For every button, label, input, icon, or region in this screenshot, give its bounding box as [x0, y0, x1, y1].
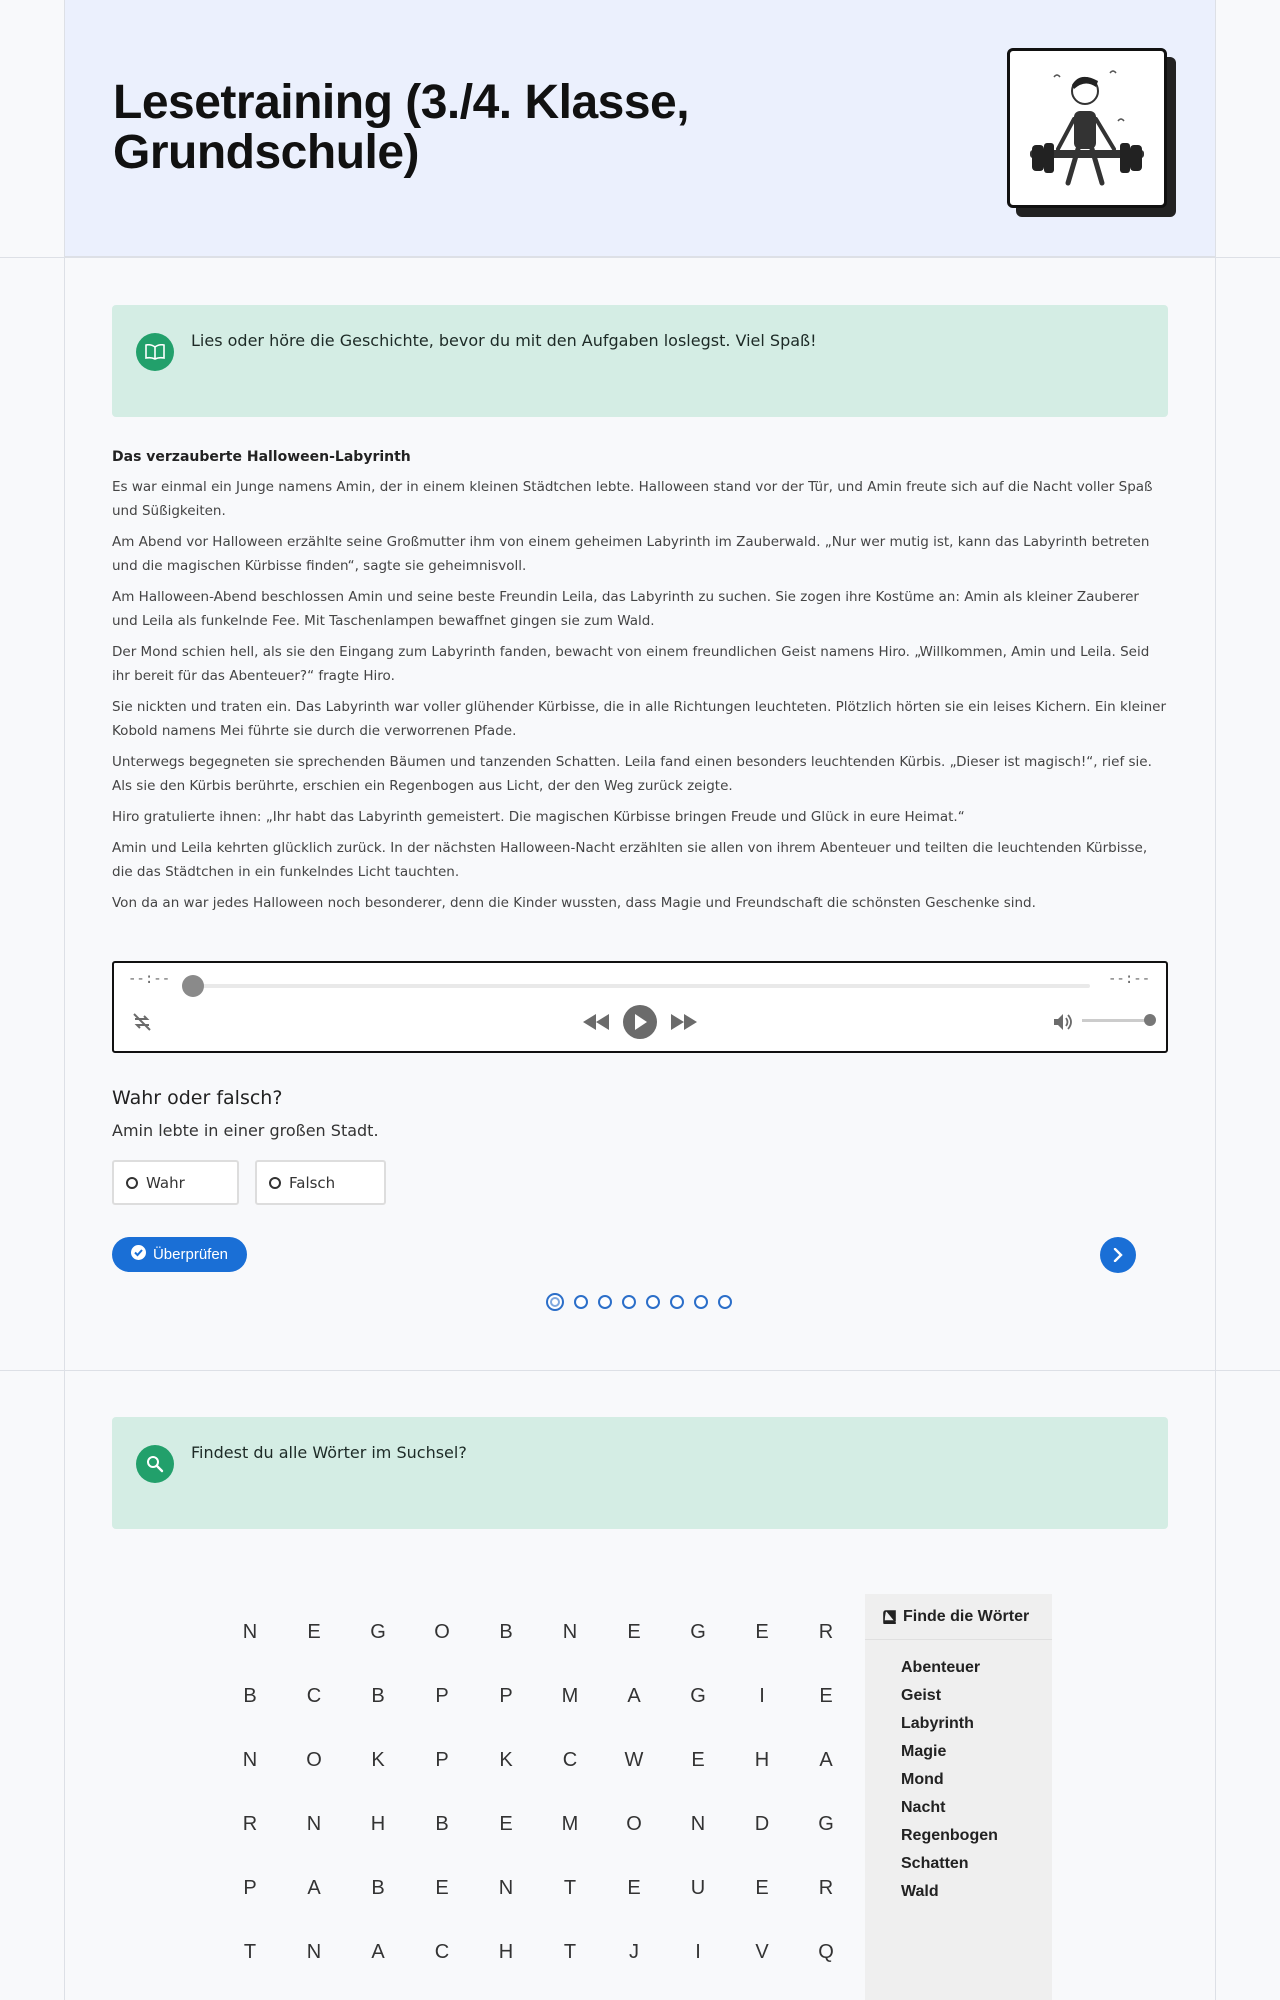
step-dot[interactable]	[670, 1295, 684, 1309]
story	[112, 449, 1168, 922]
word-list-item: Abenteuer	[901, 1659, 981, 1676]
intro-note	[112, 305, 1168, 417]
audio-player	[112, 961, 1168, 1053]
magnifier-icon	[136, 1445, 174, 1483]
grid-cell[interactable]: D	[754, 1812, 770, 1835]
option-true-label: Wahr	[146, 1173, 185, 1192]
grid-cell[interactable]: H	[754, 1748, 770, 1771]
play-button[interactable]	[623, 1005, 657, 1039]
grid-cell[interactable]: Q	[818, 1940, 834, 1963]
grid-cell[interactable]: T	[243, 1940, 257, 1963]
grid-cell[interactable]: C	[562, 1748, 578, 1771]
grid-cell[interactable]: B	[243, 1684, 257, 1707]
story-paragraph: Der Mond schien hell, als sie den Eingang zum Labyrinth fanden, bewacht von einem freundlichen Geist namens Hiro. „Willkommen, Amin und Leila. Seid ihr bereit für das Abenteuer?“ fragte Hiro.	[112, 644, 1150, 684]
current-time: --:--	[128, 971, 171, 987]
grid-cell[interactable]: R	[818, 1620, 834, 1643]
quiz-title: Wahr oder falsch?	[112, 1087, 283, 1109]
grid-cell[interactable]: G	[370, 1620, 386, 1643]
grid-cell[interactable]: P	[435, 1684, 449, 1707]
story-paragraph: Sie nickten und traten ein. Das Labyrinth war voller glühender Kürbisse, die in alle Richtungen leuchteten. Plötzlich hörten sie ein leises Kichern. Ein kleiner Kobold namens Mei führte sie durch die verworrenen Pfade.	[112, 699, 1167, 739]
word-list-title: Finde die Wörter	[903, 1607, 1030, 1625]
grid-cell[interactable]: K	[371, 1748, 385, 1771]
rewind-icon[interactable]	[582, 1005, 610, 1039]
divider	[0, 257, 1280, 258]
grid-cell[interactable]: B	[371, 1684, 385, 1707]
grid-cell[interactable]: N	[498, 1876, 514, 1899]
option-false[interactable]	[255, 1160, 386, 1205]
grid-cell[interactable]: C	[306, 1684, 322, 1707]
left-rail	[64, 0, 65, 2000]
grid-cell[interactable]: E	[819, 1684, 833, 1707]
grid-cell[interactable]: E	[691, 1748, 705, 1771]
grid-cell[interactable]: A	[307, 1876, 321, 1899]
check-circle-icon	[131, 1245, 146, 1264]
volume-icon[interactable]	[1052, 1005, 1076, 1039]
page-header	[65, 0, 1215, 257]
step-dot[interactable]	[646, 1295, 660, 1309]
grid-cell[interactable]: A	[371, 1940, 385, 1963]
word-list-item: Regenbogen	[901, 1827, 998, 1844]
seek-handle[interactable]	[182, 975, 204, 997]
grid-cell[interactable]: P	[499, 1684, 513, 1707]
fast-forward-icon[interactable]	[670, 1005, 698, 1039]
grid-cell[interactable]: O	[306, 1748, 322, 1771]
word-list-item: Labyrinth	[901, 1715, 974, 1732]
word-list-header	[865, 1594, 1052, 1640]
grid-cell[interactable]: M	[561, 1684, 579, 1707]
grid-cell[interactable]: O	[434, 1620, 450, 1643]
grid-cell[interactable]: U	[690, 1876, 706, 1899]
story-paragraph: Amin und Leila kehrten glücklich zurück. In der nächsten Halloween-Nacht erzählten sie allen von ihrem Abenteuer und teilten die leuchtenden Kürbisse, die das Städtchen in ein funkelndes Licht tauchten.	[112, 840, 1148, 880]
grid-cell[interactable]: M	[561, 1812, 579, 1835]
word-list-item: Nacht	[901, 1799, 946, 1816]
grid-cell[interactable]: A	[627, 1684, 641, 1707]
grid-cell[interactable]: N	[306, 1940, 322, 1963]
word-list-item: Geist	[901, 1687, 942, 1704]
grid-cell[interactable]: E	[755, 1876, 769, 1899]
word-list-panel	[865, 1594, 1052, 2000]
grid-cell[interactable]: B	[435, 1812, 449, 1835]
step-dot[interactable]	[622, 1295, 636, 1309]
wordsearch-note	[112, 1417, 1168, 1529]
story-paragraph: Am Halloween-Abend beschlossen Amin und seine beste Freundin Leila, das Labyrinth zu suchen. Sie zogen ihre Kostüme an: Amin als kleiner Zauberer und Leila als funkelnde Fee. Mit Taschenlampen bewaffnet gingen sie zum Wald.	[112, 589, 1139, 629]
grid-cell[interactable]: K	[499, 1748, 513, 1771]
story-paragraph: Unterwegs begegneten sie sprechenden Bäumen und tanzenden Schatten. Leila fand einen besonders leuchtenden Kürbis. „Dieser ist magisch!“, rief sie. Als sie den Kürbis berührte, erschien ein Regenbogen aus Licht, der den Weg zurück zeigte.	[112, 754, 1152, 794]
step-dot[interactable]	[694, 1295, 708, 1309]
step-indicator	[546, 1293, 732, 1311]
grid-cell[interactable]: H	[498, 1940, 514, 1963]
grid-cell[interactable]: V	[755, 1940, 769, 1963]
grid-cell[interactable]: R	[818, 1876, 834, 1899]
grid-cell[interactable]: E	[435, 1876, 449, 1899]
grid-cell[interactable]: E	[499, 1812, 513, 1835]
grid-cell[interactable]: G	[818, 1812, 834, 1835]
right-rail	[1215, 0, 1216, 2000]
grid-cell[interactable]: N	[242, 1620, 258, 1643]
book-icon	[136, 333, 174, 371]
option-false-label: Falsch	[289, 1173, 336, 1192]
step-dot[interactable]	[718, 1295, 732, 1309]
book-icon	[883, 1610, 897, 1624]
chevron-right-icon	[1112, 1248, 1124, 1262]
duration: --:--	[1108, 971, 1151, 987]
page-title: Lesetraining (3./4. Klasse, Grundschule)	[113, 76, 690, 179]
story-paragraph: Hiro gratulierte ihnen: „Ihr habt das Labyrinth gemeistert. Die magischen Kürbisse bringen Freude und Glück in eure Heimat.“	[112, 809, 965, 825]
check-button-label: Überprüfen	[152, 1246, 229, 1263]
grid-cell[interactable]: A	[819, 1748, 833, 1771]
grid-cell[interactable]: N	[562, 1620, 578, 1643]
next-button[interactable]	[1100, 1237, 1136, 1273]
check-button[interactable]	[112, 1237, 247, 1272]
story-paragraph: Es war einmal ein Junge namens Amin, der in einem kleinen Städtchen lebte. Halloween stand vor der Tür, und Amin freute sich auf die Nacht voller Spaß und Süßigkeiten.	[112, 479, 1153, 519]
grid-cell[interactable]: T	[563, 1940, 577, 1963]
grid-cell[interactable]: E	[627, 1876, 641, 1899]
grid-cell[interactable]: T	[563, 1876, 577, 1899]
quiz-question: Amin lebte in einer großen Stadt.	[112, 1121, 379, 1140]
grid-cell[interactable]: G	[690, 1684, 706, 1707]
grid-cell[interactable]: E	[627, 1620, 641, 1643]
radio-false[interactable]	[269, 1177, 281, 1189]
radio-true[interactable]	[126, 1177, 138, 1189]
wordsearch-note-text: Findest du alle Wörter im Suchsel?	[191, 1443, 467, 1462]
word-list-item: Wald	[901, 1883, 939, 1900]
word-list-item: Magie	[901, 1743, 947, 1760]
repeat-icon[interactable]	[130, 1010, 154, 1034]
option-true[interactable]	[112, 1160, 239, 1205]
step-dot[interactable]	[598, 1295, 612, 1309]
grid-cell[interactable]: W	[624, 1748, 644, 1771]
step-dot[interactable]	[574, 1295, 588, 1309]
grid-cell[interactable]: J	[629, 1940, 639, 1963]
word-list	[865, 1640, 1052, 1906]
weightlifter-illustration	[1007, 48, 1167, 208]
grid-cell[interactable]: O	[626, 1812, 642, 1835]
grid-cell[interactable]: I	[695, 1940, 701, 1963]
grid-cell[interactable]: N	[306, 1812, 322, 1835]
grid-cell[interactable]: E	[755, 1620, 769, 1643]
grid-cell[interactable]: N	[242, 1748, 258, 1771]
seek-bar[interactable]	[194, 984, 1090, 988]
intro-note-text: Lies oder höre die Geschichte, bevor du mit den Aufgaben loslegst. Viel Spaß!	[191, 331, 817, 350]
grid-cell[interactable]: I	[759, 1684, 765, 1707]
grid-cell[interactable]: N	[690, 1812, 706, 1835]
grid-cell[interactable]: B	[371, 1876, 385, 1899]
grid-cell[interactable]: H	[370, 1812, 386, 1835]
volume-handle[interactable]	[1144, 1014, 1156, 1026]
word-list-item: Mond	[901, 1771, 944, 1788]
grid-cell[interactable]: P	[243, 1876, 257, 1899]
grid-cell[interactable]: P	[435, 1748, 449, 1771]
story-paragraph: Von da an war jedes Halloween noch besonderer, denn die Kinder wussten, dass Magie und Freundschaft die schönsten Geschenke sind.	[112, 895, 1036, 911]
grid-cell[interactable]: G	[690, 1620, 706, 1643]
grid-cell[interactable]: C	[434, 1940, 450, 1963]
grid-cell[interactable]: E	[307, 1620, 321, 1643]
story-paragraph: Am Abend vor Halloween erzählte seine Großmutter ihm von einem geheimen Labyrinth im Zauberwald. „Nur wer mutig ist, kann das Labyrinth betreten und die magischen Kürbisse finden“, sagte sie geheimnisvoll.	[112, 534, 1150, 574]
volume-slider[interactable]	[1082, 1019, 1150, 1022]
step-dot[interactable]	[546, 1293, 564, 1311]
divider	[0, 1370, 1280, 1371]
story-title: Das verzauberte Halloween-Labyrinth	[112, 449, 411, 465]
grid-cell[interactable]: B	[499, 1620, 513, 1643]
grid-cell[interactable]: R	[242, 1812, 258, 1835]
word-list-item: Schatten	[901, 1855, 969, 1872]
